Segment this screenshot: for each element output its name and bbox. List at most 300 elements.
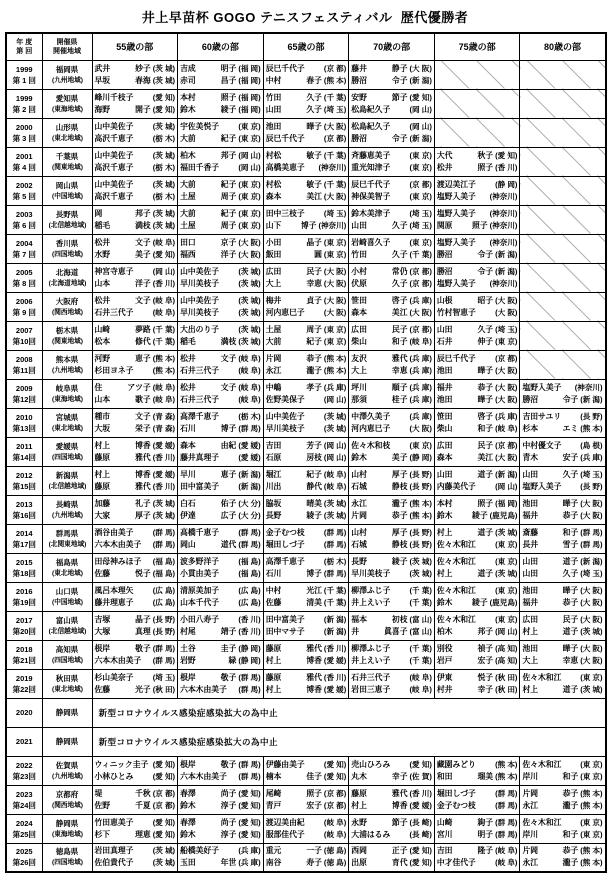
edition-label: 第 2 回	[12, 104, 36, 114]
winner-line	[437, 759, 518, 771]
winner-prefecture: (千 葉)	[323, 179, 347, 189]
winner-name: ウィニック圭子	[94, 759, 149, 769]
winner-line	[351, 655, 432, 667]
winner-prefecture: (福 島)	[238, 556, 261, 566]
winner-line	[266, 394, 347, 406]
year-cell	[6, 408, 42, 437]
winner-prefecture: (静 岡)	[495, 179, 518, 189]
winner-line	[522, 643, 602, 655]
winner-given-name: 民子	[562, 614, 579, 624]
winner-family-name: 白石	[180, 498, 196, 508]
table-row	[6, 727, 606, 756]
region-label: (北関東地域)	[48, 540, 86, 548]
winner-cell	[263, 814, 349, 843]
winner-name	[522, 643, 578, 655]
year-cell	[6, 669, 42, 698]
winner-given-name: 静枝	[391, 539, 408, 549]
winner-prefecture: (埼 玉)	[580, 469, 603, 479]
winner-line	[522, 829, 602, 841]
winner-given-name: 厚子	[391, 469, 408, 479]
winner-line	[437, 800, 518, 812]
winner-given-name: 邦子	[477, 626, 494, 636]
winner-cell	[263, 147, 349, 176]
winner-cell	[92, 118, 178, 147]
winner-cell	[520, 640, 606, 669]
winner-cell	[178, 60, 264, 89]
winner-prefecture: (島 根)	[580, 440, 603, 450]
winner-line	[180, 104, 261, 116]
winner-cell	[520, 814, 606, 843]
winner-cell	[178, 843, 264, 872]
winner-cell	[434, 350, 520, 379]
winner-name: 渡辺美由紀	[265, 817, 305, 827]
winner-cell	[92, 292, 178, 321]
winner-cell	[349, 785, 435, 814]
winner-line	[180, 365, 261, 377]
edition-label: 第 3 回	[12, 133, 36, 143]
winner-line	[95, 800, 176, 812]
winner-given-name: 尚子	[220, 817, 237, 827]
winner-family-name: 大代	[436, 150, 453, 160]
winner-prefecture: (群 馬)	[152, 643, 176, 653]
winner-prefecture: (群 馬)	[238, 423, 261, 433]
winner-prefecture: (岐 阜)	[323, 817, 347, 827]
winner-line	[180, 597, 261, 609]
winner-prefecture: (静 岡)	[409, 452, 432, 462]
year-cell	[6, 553, 42, 582]
winner-name: 渡辺美江子	[436, 179, 476, 189]
winner-prefecture: (群 馬)	[323, 568, 347, 578]
winner-cell	[92, 263, 178, 292]
winner-line	[180, 278, 261, 290]
winner-family-name: 春澤	[180, 788, 196, 798]
winner-prefecture: (東 京)	[409, 191, 432, 201]
winner-name	[266, 568, 322, 580]
winner-line	[266, 672, 347, 684]
winner-prefecture: (長 野)	[409, 469, 432, 479]
winner-family-name: 村上	[522, 626, 539, 636]
winner-name: 福田千香子	[180, 162, 220, 172]
winner-name	[180, 672, 236, 684]
winner-given-name: 理恵	[135, 829, 151, 839]
winner-name	[266, 655, 322, 667]
winner-given-name: 孝子	[306, 382, 322, 392]
winner-given-name: 恭子	[562, 510, 579, 520]
winner-line	[437, 510, 518, 522]
winner-line	[95, 150, 176, 162]
winner-prefecture: (大 阪)	[495, 382, 518, 392]
winner-cell	[434, 524, 520, 553]
winner-cell	[520, 263, 606, 292]
winner-line	[180, 208, 261, 220]
winner-line	[351, 150, 432, 162]
host-prefecture-cell	[42, 118, 92, 147]
winner-cell	[434, 147, 520, 176]
winner-name	[180, 63, 236, 75]
winner-line	[351, 771, 432, 783]
winner-name: 高澤千恵子	[180, 411, 220, 421]
winner-line	[351, 585, 432, 597]
year-label: 2021	[15, 737, 33, 746]
winner-name	[522, 498, 578, 510]
winner-name	[351, 336, 407, 348]
winner-line	[437, 266, 518, 278]
winner-cell	[434, 756, 520, 785]
winner-family-name: 青戸	[265, 800, 282, 810]
winner-prefecture: (大 阪)	[323, 278, 347, 288]
winner-cell	[178, 611, 264, 640]
winner-line	[266, 336, 347, 348]
winner-prefecture: (愛 媛)	[323, 684, 347, 694]
winner-prefecture: (熊 本)	[580, 800, 603, 810]
winner-line	[180, 527, 261, 539]
winner-family-name: 飯田	[265, 249, 282, 259]
winner-line	[351, 208, 432, 220]
winner-prefecture: (東 京)	[580, 817, 603, 827]
winner-given-name: 恵子	[220, 469, 237, 479]
winner-family-name: 松井	[180, 353, 196, 363]
winner-line	[266, 75, 347, 87]
prefecture-label: 栃木県	[55, 325, 79, 335]
winner-cell	[349, 524, 435, 553]
winner-prefecture: (大 阪)	[495, 365, 518, 375]
prefecture-label: 京都府	[55, 789, 79, 799]
winner-name	[180, 382, 236, 394]
winner-prefecture: (茨 城)	[152, 121, 176, 131]
winner-name: 鈴木美津子	[351, 208, 391, 218]
winner-name: 宇佐美悦子	[180, 121, 220, 131]
edition-label: 第20回	[12, 626, 36, 636]
winner-line	[437, 278, 518, 290]
winner-name	[522, 469, 578, 481]
winner-cell	[349, 118, 435, 147]
winner-prefecture: (千 葉)	[323, 597, 347, 607]
winner-prefecture: (群 馬)	[580, 527, 603, 537]
winner-given-name: 博子	[220, 423, 237, 433]
header-age-75: 75歳の部	[434, 33, 520, 60]
edition-label: 第 7 回	[12, 249, 36, 259]
winner-name	[351, 295, 407, 307]
winner-line	[351, 324, 432, 336]
winner-prefecture: (高 知)	[495, 643, 518, 653]
winner-line	[266, 614, 347, 626]
winner-name	[437, 817, 493, 829]
winner-prefecture: (岐 阜)	[238, 394, 261, 404]
winner-family-name: 鈴木	[351, 452, 367, 462]
winner-prefecture: (広 島)	[152, 597, 176, 607]
winner-line	[437, 539, 518, 551]
winner-line	[437, 324, 518, 336]
winner-prefecture: (香 川)	[323, 643, 347, 653]
winner-name	[437, 527, 493, 539]
winner-line	[522, 857, 602, 869]
winner-family-name: 松井	[94, 237, 111, 247]
prefecture-label: 長野県	[55, 209, 79, 219]
winner-line	[522, 440, 602, 452]
region-label: (関西地域)	[51, 308, 83, 316]
winner-line	[180, 237, 261, 249]
winner-given-name: 文子	[135, 411, 151, 421]
winner-given-name: 厚子	[135, 510, 151, 520]
winner-cell	[520, 147, 606, 176]
winner-cell	[178, 756, 264, 785]
winner-prefecture: (埼 玉)	[152, 672, 176, 682]
winner-prefecture: (熊 本)	[152, 365, 176, 375]
winner-family-name: 関原	[436, 220, 453, 230]
winner-line	[95, 469, 176, 481]
winner-name	[95, 800, 151, 812]
table-row	[6, 147, 606, 176]
winner-name: 内藤美代子	[436, 481, 476, 491]
winner-cell	[178, 495, 264, 524]
winner-line	[351, 800, 432, 812]
winner-prefecture: (群 馬)	[323, 539, 347, 549]
winner-name: 酒谷由美子	[94, 527, 134, 537]
winner-family-name: 楠本	[265, 771, 282, 781]
year-label: 2010	[15, 412, 33, 422]
winner-name: 石井三代子	[180, 394, 220, 404]
winner-name: 高橋千恵子	[180, 527, 220, 537]
winner-family-name: 松井	[180, 382, 196, 392]
table-header	[6, 33, 606, 60]
winner-given-name: 久子	[306, 104, 322, 114]
winner-prefecture: (岐 阜)	[238, 365, 261, 375]
winner-cell	[434, 437, 520, 466]
winner-prefecture: (京 都)	[152, 788, 176, 798]
winner-family-name: 鈴木	[180, 800, 196, 810]
winner-family-name: 長井	[522, 539, 539, 549]
winner-prefecture: (大 阪)	[580, 597, 603, 607]
winner-name	[351, 307, 407, 319]
edition-label: 第17回	[12, 539, 36, 549]
winner-prefecture: (大 阪)	[580, 643, 603, 653]
winner-given-name: 広子	[220, 510, 237, 520]
header-row	[6, 33, 606, 60]
winner-given-name: 雅代	[391, 353, 408, 363]
winner-name	[522, 829, 578, 841]
winner-line	[351, 191, 432, 203]
winner-name: 石井三代子	[180, 365, 220, 375]
winner-cell	[178, 466, 264, 495]
year-label: 2020	[15, 708, 33, 717]
winner-given-name: 美江	[391, 307, 408, 317]
winner-family-name: 竹田	[265, 92, 282, 102]
winner-given-name: 雅代	[306, 672, 322, 682]
winner-cell	[92, 814, 178, 843]
winner-given-name: 紀子	[220, 208, 237, 218]
winner-line	[95, 133, 176, 145]
winner-prefecture: (大 阪)	[323, 121, 347, 131]
winner-line	[180, 510, 261, 522]
winner-prefecture: (茨 城)	[323, 411, 347, 421]
winner-family-name: 森本	[436, 452, 453, 462]
winner-given-name: 綾子	[306, 510, 322, 520]
winner-cell	[263, 437, 349, 466]
host-prefecture-cell	[42, 292, 92, 321]
winner-line	[95, 121, 176, 133]
winner-name	[180, 469, 236, 481]
winner-line	[180, 394, 261, 406]
winner-name	[522, 845, 578, 857]
winner-name: 六本木由美子	[180, 684, 227, 694]
winner-family-name: 池田	[522, 498, 539, 508]
winner-line	[95, 220, 176, 232]
winner-cell	[263, 89, 349, 118]
winner-prefecture: (栃 木)	[238, 411, 261, 421]
winner-line	[351, 556, 432, 568]
winner-cell	[178, 321, 264, 350]
winner-line	[437, 469, 518, 481]
winner-line	[351, 440, 432, 452]
winner-line	[180, 857, 261, 869]
winner-family-name: 吉塚	[94, 614, 111, 624]
winner-name: 小田八寿子	[180, 614, 220, 624]
winner-prefecture: (東 京)	[409, 162, 432, 172]
winner-name	[266, 104, 322, 116]
winner-prefecture: (東 京)	[238, 191, 261, 201]
winner-given-name: 禎子	[477, 643, 494, 653]
winner-cell	[520, 234, 606, 263]
winner-family-name: 山田	[436, 324, 453, 334]
winner-name: 金子むつ枝	[265, 527, 305, 537]
winner-family-name: 笹田	[436, 411, 453, 421]
winner-line	[351, 643, 432, 655]
winner-name	[522, 626, 578, 638]
winner-cell	[349, 640, 435, 669]
winner-family-name: 石原	[265, 452, 282, 462]
winner-given-name: 昭子	[477, 295, 494, 305]
prefecture-label: 宮城県	[55, 412, 79, 422]
winner-name	[266, 336, 322, 348]
winner-cell	[92, 205, 178, 234]
winner-given-name: 雅代	[306, 643, 322, 653]
winner-line	[351, 614, 432, 626]
winner-name	[437, 672, 493, 684]
winner-given-name: 照子	[472, 220, 488, 230]
winner-prefecture: (東 京)	[323, 237, 347, 247]
winner-name	[180, 788, 236, 800]
winner-given-name: 博香	[135, 469, 151, 479]
winner-name: 藏園みどり	[436, 759, 476, 769]
winner-prefecture: (東 京)	[580, 759, 603, 769]
winner-family-name: 片岡	[351, 510, 367, 520]
winner-name	[95, 568, 151, 580]
winner-name: 高澤千恵子	[265, 556, 305, 566]
edition-label: 第14回	[12, 452, 36, 462]
winner-given-name: 曄子	[562, 643, 579, 653]
winner-name	[437, 452, 493, 464]
winner-prefecture: (茨 城)	[152, 498, 176, 508]
winner-prefecture: (東 京)	[495, 336, 518, 346]
winner-given-name: 伸子	[477, 336, 494, 346]
winner-name	[351, 539, 407, 551]
winner-line	[95, 440, 176, 452]
region-label: (東海地域)	[51, 830, 83, 838]
region-label: (関東地域)	[51, 163, 83, 171]
winner-line	[266, 498, 347, 510]
winner-prefecture: (愛 知)	[409, 858, 432, 868]
year-cell	[6, 437, 42, 466]
winner-line	[95, 394, 176, 406]
winner-line	[95, 423, 176, 435]
winner-line	[266, 237, 347, 249]
winner-cell	[434, 379, 520, 408]
edition-label: 第 4 回	[12, 162, 36, 172]
table-row	[6, 437, 606, 466]
host-prefecture-cell	[42, 350, 92, 379]
winner-family-name: 山田	[522, 469, 539, 479]
host-prefecture-cell	[42, 495, 92, 524]
winner-prefecture: (長 野)	[580, 411, 603, 421]
winner-family-name: 永江	[522, 858, 539, 868]
winner-line	[266, 295, 347, 307]
edition-label: 第13回	[12, 423, 36, 433]
winner-name	[437, 295, 493, 307]
region-label: (四国地域)	[51, 859, 83, 867]
winner-family-name: 村上	[522, 684, 539, 694]
winner-prefecture: (広 島)	[238, 597, 261, 607]
winner-given-name: 晶子	[306, 237, 322, 247]
winner-name	[437, 510, 488, 522]
year-label: 2001	[15, 151, 33, 161]
winner-family-name: 岩戸	[436, 655, 453, 665]
winner-cell	[263, 176, 349, 205]
winner-name	[266, 382, 322, 394]
winner-line	[266, 121, 347, 133]
winner-cell	[349, 669, 435, 698]
winner-line	[522, 568, 602, 580]
winner-name	[95, 498, 151, 510]
winner-line	[522, 655, 602, 667]
winner-line	[95, 249, 176, 261]
winner-name	[437, 220, 488, 232]
winner-family-name: 大塚	[94, 626, 111, 636]
winner-cell	[434, 553, 520, 582]
winner-cell	[178, 524, 264, 553]
winner-prefecture: (群 馬)	[495, 829, 518, 839]
winner-line	[351, 684, 432, 696]
winner-cell	[92, 60, 178, 89]
winner-name: 塩野入美子	[436, 208, 476, 218]
winner-prefecture: (愛 知)	[238, 817, 261, 827]
winner-name	[522, 423, 578, 435]
winner-given-name: 尚子	[220, 788, 237, 798]
winner-prefecture: (愛 知)	[495, 150, 518, 160]
winner-line	[437, 307, 518, 319]
winner-family-name: 土屋	[265, 324, 282, 334]
winner-name	[437, 626, 493, 638]
winner-line	[180, 845, 261, 857]
winner-prefecture: (大 阪)	[323, 191, 347, 201]
winner-given-name: 晶子	[135, 614, 151, 624]
winner-prefecture: (千 葉)	[409, 249, 432, 259]
year-label: 2006	[15, 296, 33, 306]
winner-name: 辰巳千代子	[436, 353, 476, 363]
winner-line	[522, 394, 602, 406]
winner-prefecture: (大 阪)	[495, 307, 518, 317]
winner-line	[437, 817, 518, 829]
edition-label: 第24回	[12, 800, 36, 810]
winner-given-name: 幸恵	[306, 278, 322, 288]
host-prefecture-cell	[42, 379, 92, 408]
winner-given-name: 曄子	[477, 365, 494, 375]
winner-line	[180, 498, 261, 510]
year-cell	[6, 785, 42, 814]
winner-family-name: 福井	[522, 597, 539, 607]
winner-line	[180, 655, 261, 667]
winner-name	[266, 179, 322, 191]
winner-family-name: 稲毛	[180, 336, 196, 346]
